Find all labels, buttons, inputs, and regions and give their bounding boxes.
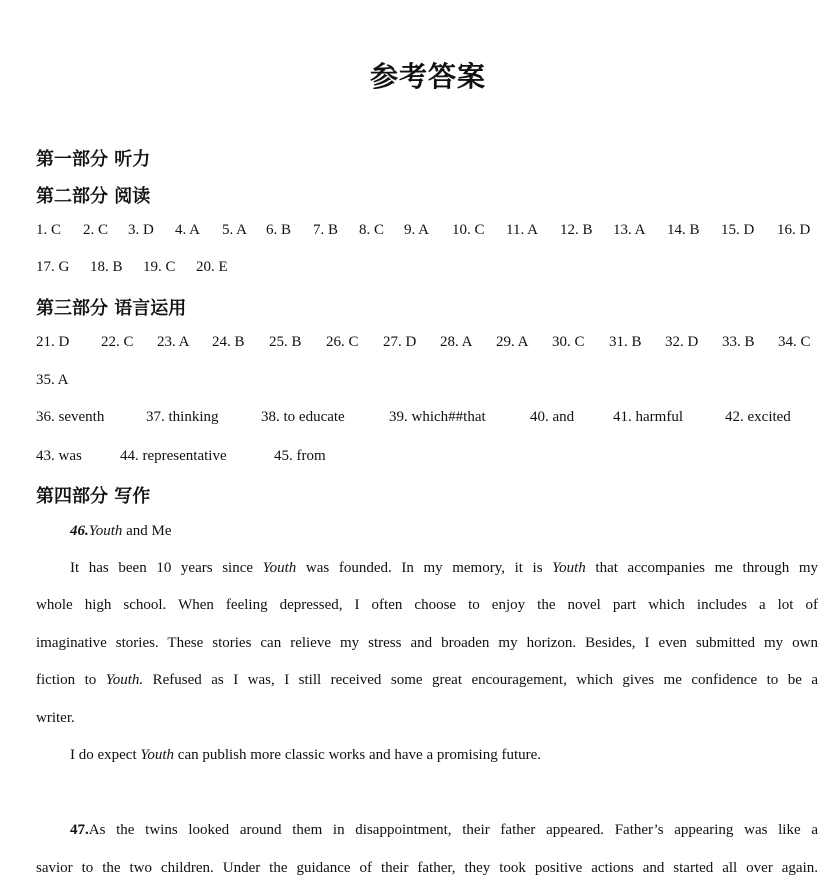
section-heading-listening: 第一部分 听力 [36,149,151,170]
essay-46-line-5: writer. [36,710,75,726]
essay-title-text: and Me [122,523,172,539]
answer-item: 43. was [36,448,82,464]
answer-item: 26. C [326,334,359,350]
magazine-name: Youth [552,560,586,576]
essay-46-line-4 [36,672,818,689]
answer-item: 4. A [175,222,201,238]
question-number: 47. [70,822,89,838]
answer-item: 18. B [90,259,123,275]
answer-item: 32. D [665,334,699,350]
answer-item: 38. to educate [261,409,345,425]
answer-item: 34. C [778,334,811,350]
answer-item: 40. and [530,409,575,425]
answer-item: 3. D [128,222,154,238]
section-heading-language-use: 第三部分 语言运用 [36,298,187,319]
section-heading-reading: 第二部分 阅读 [36,186,151,207]
answer-item: 21. D [36,334,70,350]
essay-46-line-2: whole high school. When feeling depressed, I often choose to enjoy the novel part which includes a lot of [36,597,818,613]
answer-item: 30. C [552,334,585,350]
answer-item: 1. C [36,222,62,238]
answer-item: 35. A [36,372,69,388]
answer-item: 2. C [83,222,109,238]
answer-item: 44. representative [120,448,227,464]
text-run: I do expect [70,747,141,763]
answer-item: 25. B [269,334,302,350]
essay-47-line-2: savior to the two children. Under the guidance of their father, they took positive actions and started all over again. [36,860,818,876]
essay-46-title [70,523,172,540]
answer-item: 19. C [143,259,176,275]
answer-item: 22. C [101,334,134,350]
text-run: fiction to [36,672,106,688]
answer-item: 15. D [721,222,755,238]
text-run: As the twins looked around them in disappointment, their father appeared. Father’s appearing was like a [88,822,818,838]
magazine-name: Youth [262,560,297,576]
answer-item: 7. B [313,222,339,238]
answer-item: 45. from [274,448,326,464]
answer-item: 24. B [212,334,245,350]
essay-46-line-1 [70,560,818,577]
answer-item: 17. G [36,259,70,275]
answer-item: 12. B [560,222,593,238]
answer-item: 14. B [667,222,700,238]
essay-46-line-3: imaginative stories. These stories can relieve my stress and broaden my horizon. Besides, I even submitted my own [36,635,818,651]
essay-47-line-1 [70,822,818,839]
answer-item: 10. C [452,222,485,238]
answer-item: 20. E [196,259,228,275]
answer-item: 36. seventh [36,409,105,425]
answer-item: 16. D [777,222,811,238]
answer-item: 33. B [722,334,755,350]
answer-item: 28. A [440,334,473,350]
answer-item: 13. A [613,222,646,238]
answer-item: 27. D [383,334,417,350]
answer-item: 29. A [496,334,529,350]
magazine-name: Youth. [105,672,144,688]
question-number: 46. [70,523,89,539]
magazine-name: Youth [140,747,175,763]
magazine-name: Youth [88,523,123,539]
page-title: 参考答案 [369,60,486,93]
text-run: Refused as I was, I still received some great encouragement, which gives me confidence to be a [143,672,819,688]
answer-item: 5. A [222,222,248,238]
answer-item: 23. A [157,334,190,350]
answer-item: 9. A [404,222,430,238]
answer-item: 11. A [506,222,538,238]
answer-item: 39. which##that [389,409,486,425]
answer-item: 41. harmful [613,409,683,425]
answer-item: 8. C [359,222,385,238]
text-run: that accompanies me through my [585,560,818,576]
answer-item: 6. B [266,222,292,238]
answer-item: 37. thinking [146,409,219,425]
text-run: was founded. In my memory, it is [296,560,553,576]
text-run: It has been 10 years since [70,560,263,576]
answer-item: 42. excited [725,409,791,425]
section-heading-writing: 第四部分 写作 [36,486,151,507]
answer-item: 31. B [609,334,642,350]
text-run: can publish more classic works and have a promising future. [174,747,542,763]
essay-46-paragraph-2 [70,747,818,764]
